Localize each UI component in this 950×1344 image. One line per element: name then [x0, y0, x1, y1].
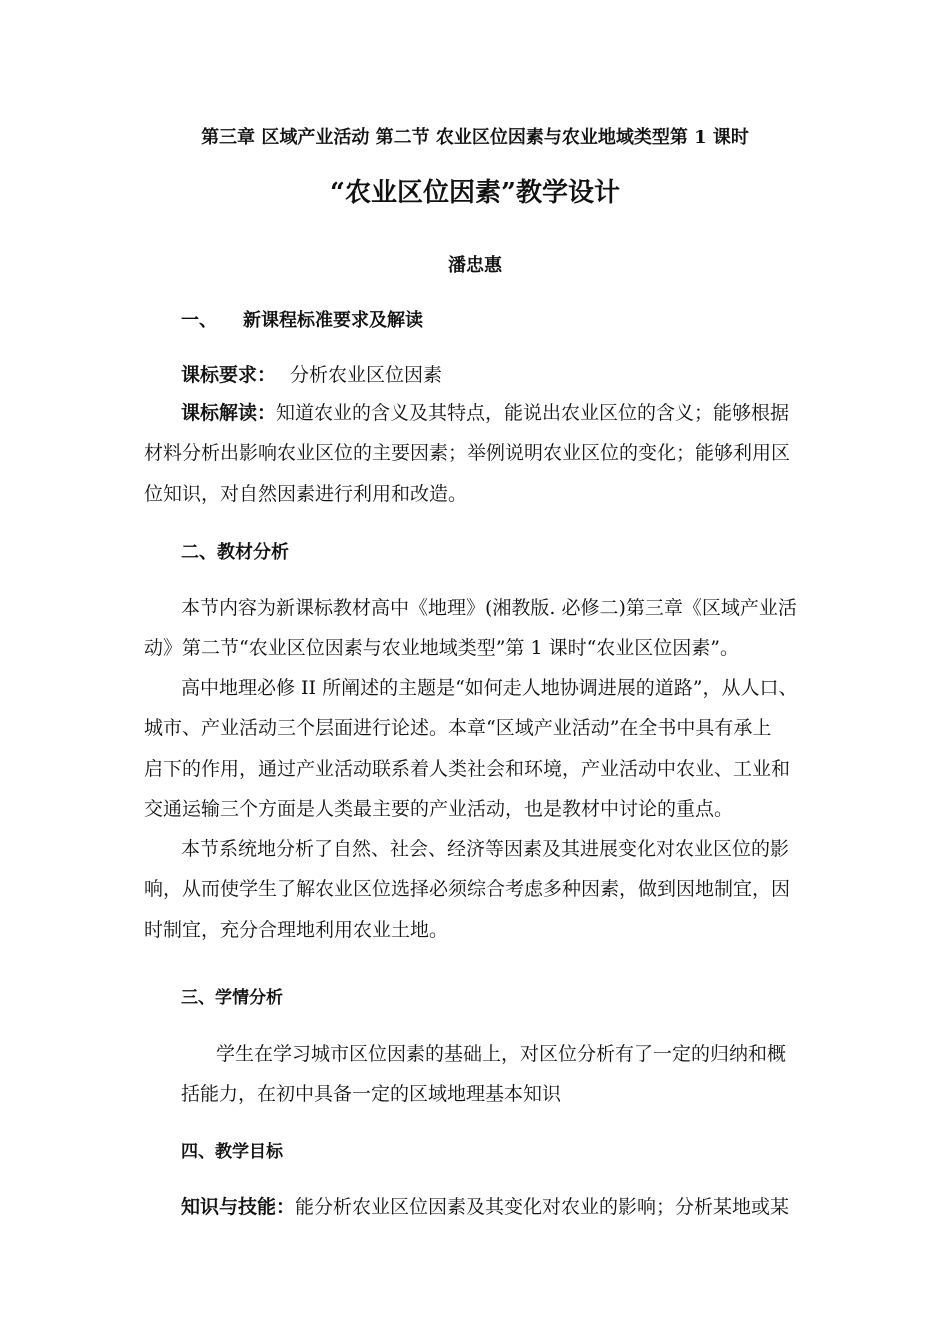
textbook-p2-line-1: 高中地理必修 II 所阐述的主题是“如何走人地协调进展的道路”，从人口、: [181, 677, 798, 699]
section1-title: 新课程标准要求及解读: [243, 310, 423, 331]
textbook-p1-line-1: 本节内容为新课标教材高中《地理》(湘教版. 必修二)第三章《区域产业活: [181, 597, 797, 619]
textbook-p3-line-2: 响，从而使学生了解农业区位选择必须综合考虑多种因素，做到因地制宜，因: [144, 878, 791, 900]
document-title: “农业区位因素”教学设计: [330, 178, 620, 208]
objective-knowledge-line-1: [181, 1194, 789, 1220]
requirement-label: 课标要求：: [181, 364, 277, 386]
learner-analysis-line-1: 学生在学习城市区位因素的基础上，对区位分析有了一定的归纳和概: [216, 1043, 787, 1065]
section2-heading: 二、教材分析: [181, 542, 289, 563]
interpretation-text-1: 知道农业的含义及其特点，能说出农业区位的含义；能够根据: [276, 402, 790, 424]
interpretation-line-3: 位知识，对自然因素进行利用和改造。: [144, 483, 468, 505]
section4-heading: 四、教学目标: [181, 1142, 283, 1162]
author-name: 潘忠惠: [448, 255, 502, 276]
learner-analysis-line-2: 括能力，在初中具备一定的区域地理基本知识: [181, 1083, 562, 1105]
section3-heading: 三、学情分析: [181, 988, 283, 1008]
interpretation-line-2: 材料分析出影响农业区位的主要因素；举例说明农业区位的变化；能够利用区: [144, 442, 791, 464]
textbook-p2-line-2: 城市、产业活动三个层面进行论述。本章“区域产业活动”在全书中具有承上: [144, 717, 772, 739]
requirement-text: 分析农业区位因素: [290, 364, 443, 386]
textbook-p3-line-3: 时制宜，充分合理地利用农业土地。: [144, 919, 449, 941]
textbook-p1-line-2: 动》第二节“农业区位因素与农业地域类型”第 1 课时“农业区位因素”。: [144, 637, 740, 659]
knowledge-skills-text: 能分析农业区位因素及其变化对农业的影响；分析某地或某: [295, 1196, 790, 1218]
section1-heading: [181, 308, 423, 334]
textbook-p3-line-1: 本节系统地分析了自然、社会、经济等因素及其进展变化对农业区位的影: [181, 838, 790, 860]
standard-requirement: [181, 362, 442, 388]
textbook-p2-line-4: 交通运输三个方面是人类最主要的产业活动，也是教材中讨论的重点。: [144, 798, 734, 820]
chapter-heading: 第三章 区域产业活动 第二节 农业区位因素与农业地域类型第 1 课时: [201, 127, 749, 148]
interpretation-line-1: [181, 400, 789, 426]
interpretation-label: 课标解读：: [181, 402, 277, 424]
knowledge-skills-label: 知识与技能：: [181, 1196, 296, 1218]
section1-number: 一、: [181, 310, 217, 331]
textbook-p2-line-3: 启下的作用，通过产业活动联系着人类社会和环境，产业活动中农业、工业和: [144, 758, 791, 780]
